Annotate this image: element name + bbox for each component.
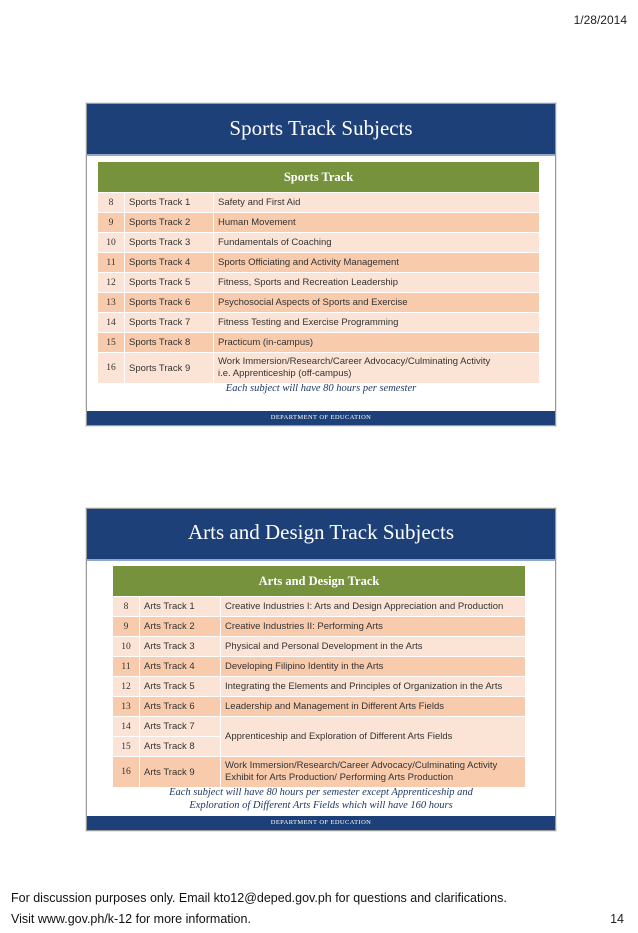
row-number: 9 <box>113 617 140 637</box>
subject-description: Psychosocial Aspects of Sports and Exercise <box>214 293 540 313</box>
table-row <box>113 757 526 788</box>
row-number: 12 <box>113 677 140 697</box>
slide-arts-design-track <box>86 508 556 831</box>
subject-code: Arts Track 4 <box>140 657 221 677</box>
subject-description: Physical and Personal Development in the Arts <box>221 637 526 657</box>
table-row <box>98 333 540 353</box>
row-number: 13 <box>113 697 140 717</box>
sports-track-table <box>97 161 540 384</box>
slide-sports-track <box>86 103 556 426</box>
subject-code: Sports Track 8 <box>125 333 214 353</box>
subject-description: Fitness Testing and Exercise Programming <box>214 313 540 333</box>
subject-description: Fitness, Sports and Recreation Leadership <box>214 273 540 293</box>
subject-code: Sports Track 9 <box>125 353 214 384</box>
row-number: 14 <box>113 717 140 737</box>
row-number: 8 <box>113 597 140 617</box>
subject-description <box>221 757 526 788</box>
slide-footer: DEPARTMENT OF EDUCATION <box>87 411 555 425</box>
subject-description: Fundamentals of Coaching <box>214 233 540 253</box>
disclaimer-text: For discussion purposes only. Email kto12@deped.gov.ph for questions and clarifications. <box>11 891 507 905</box>
subject-description: Developing Filipino Identity in the Arts <box>221 657 526 677</box>
subject-code: Arts Track 2 <box>140 617 221 637</box>
row-number: 15 <box>113 737 140 757</box>
table-header: Sports Track <box>98 162 540 193</box>
row-number: 11 <box>113 657 140 677</box>
row-number: 15 <box>98 333 125 353</box>
table-row <box>113 657 526 677</box>
subject-description <box>214 353 540 384</box>
note-line: Exploration of Different Arts Fields which will have 160 hours <box>189 800 453 811</box>
table-row <box>98 213 540 233</box>
subject-code: Arts Track 7 <box>140 717 221 737</box>
visit-info-text: Visit www.gov.ph/k-12 for more information. <box>11 912 251 926</box>
table-row <box>98 253 540 273</box>
table-row <box>113 717 526 737</box>
subject-description: Sports Officiating and Activity Management <box>214 253 540 273</box>
subject-description: Practicum (in-campus) <box>214 333 540 353</box>
note-line: Each subject will have 80 hours per semester except Apprenticeship and <box>169 787 473 798</box>
slide-title: Sports Track Subjects <box>87 104 555 156</box>
subject-code: Sports Track 4 <box>125 253 214 273</box>
subject-code: Arts Track 8 <box>140 737 221 757</box>
subject-code: Arts Track 9 <box>140 757 221 788</box>
row-number: 13 <box>98 293 125 313</box>
description-line: Work Immersion/Research/Career Advocacy/Culminating Activity <box>218 356 491 367</box>
description-line: i.e. Apprenticeship (off-campus) <box>218 368 352 379</box>
subject-description: Creative Industries II: Performing Arts <box>221 617 526 637</box>
subject-description: Apprenticeship and Exploration of Different Arts Fields <box>221 717 526 757</box>
slide-title: Arts and Design Track Subjects <box>87 509 555 561</box>
subject-code: Arts Track 1 <box>140 597 221 617</box>
table-row <box>98 353 540 384</box>
page-number: 14 <box>610 912 624 926</box>
row-number: 11 <box>98 253 125 273</box>
page-date: 1/28/2014 <box>573 13 627 27</box>
subject-description: Safety and First Aid <box>214 193 540 213</box>
subject-code: Sports Track 5 <box>125 273 214 293</box>
row-number: 8 <box>98 193 125 213</box>
row-number: 12 <box>98 273 125 293</box>
row-number: 16 <box>113 757 140 788</box>
subject-code: Arts Track 6 <box>140 697 221 717</box>
subject-code: Arts Track 5 <box>140 677 221 697</box>
subject-description: Leadership and Management in Different Arts Fields <box>221 697 526 717</box>
row-number: 16 <box>98 353 125 384</box>
hours-note: Each subject will have 80 hours per semester <box>225 383 417 394</box>
description-line: Exhibit for Arts Production/ Performing Arts Production <box>225 772 454 783</box>
subject-code: Sports Track 1 <box>125 193 214 213</box>
description-line: Work Immersion/Research/Career Advocacy/Culminating Activity <box>225 760 498 771</box>
row-number: 10 <box>113 637 140 657</box>
table-row <box>113 677 526 697</box>
table-row <box>98 193 540 213</box>
table-row <box>113 597 526 617</box>
subject-code: Arts Track 3 <box>140 637 221 657</box>
table-row <box>113 617 526 637</box>
hours-note <box>87 786 555 812</box>
table-header: Arts and Design Track <box>113 566 526 597</box>
row-number: 10 <box>98 233 125 253</box>
table-row <box>113 697 526 717</box>
table-row <box>98 233 540 253</box>
row-number: 9 <box>98 213 125 233</box>
slide-footer: DEPARTMENT OF EDUCATION <box>87 816 555 830</box>
subject-code: Sports Track 6 <box>125 293 214 313</box>
row-number: 14 <box>98 313 125 333</box>
table-row <box>113 637 526 657</box>
table-row <box>98 273 540 293</box>
subject-code: Sports Track 7 <box>125 313 214 333</box>
subject-code: Sports Track 3 <box>125 233 214 253</box>
table-row <box>98 313 540 333</box>
table-row <box>98 293 540 313</box>
arts-design-track-table <box>112 565 526 788</box>
subject-description: Integrating the Elements and Principles of Organization in the Arts <box>221 677 526 697</box>
subject-code: Sports Track 2 <box>125 213 214 233</box>
subject-description: Creative Industries I: Arts and Design Appreciation and Production <box>221 597 526 617</box>
subject-description: Human Movement <box>214 213 540 233</box>
